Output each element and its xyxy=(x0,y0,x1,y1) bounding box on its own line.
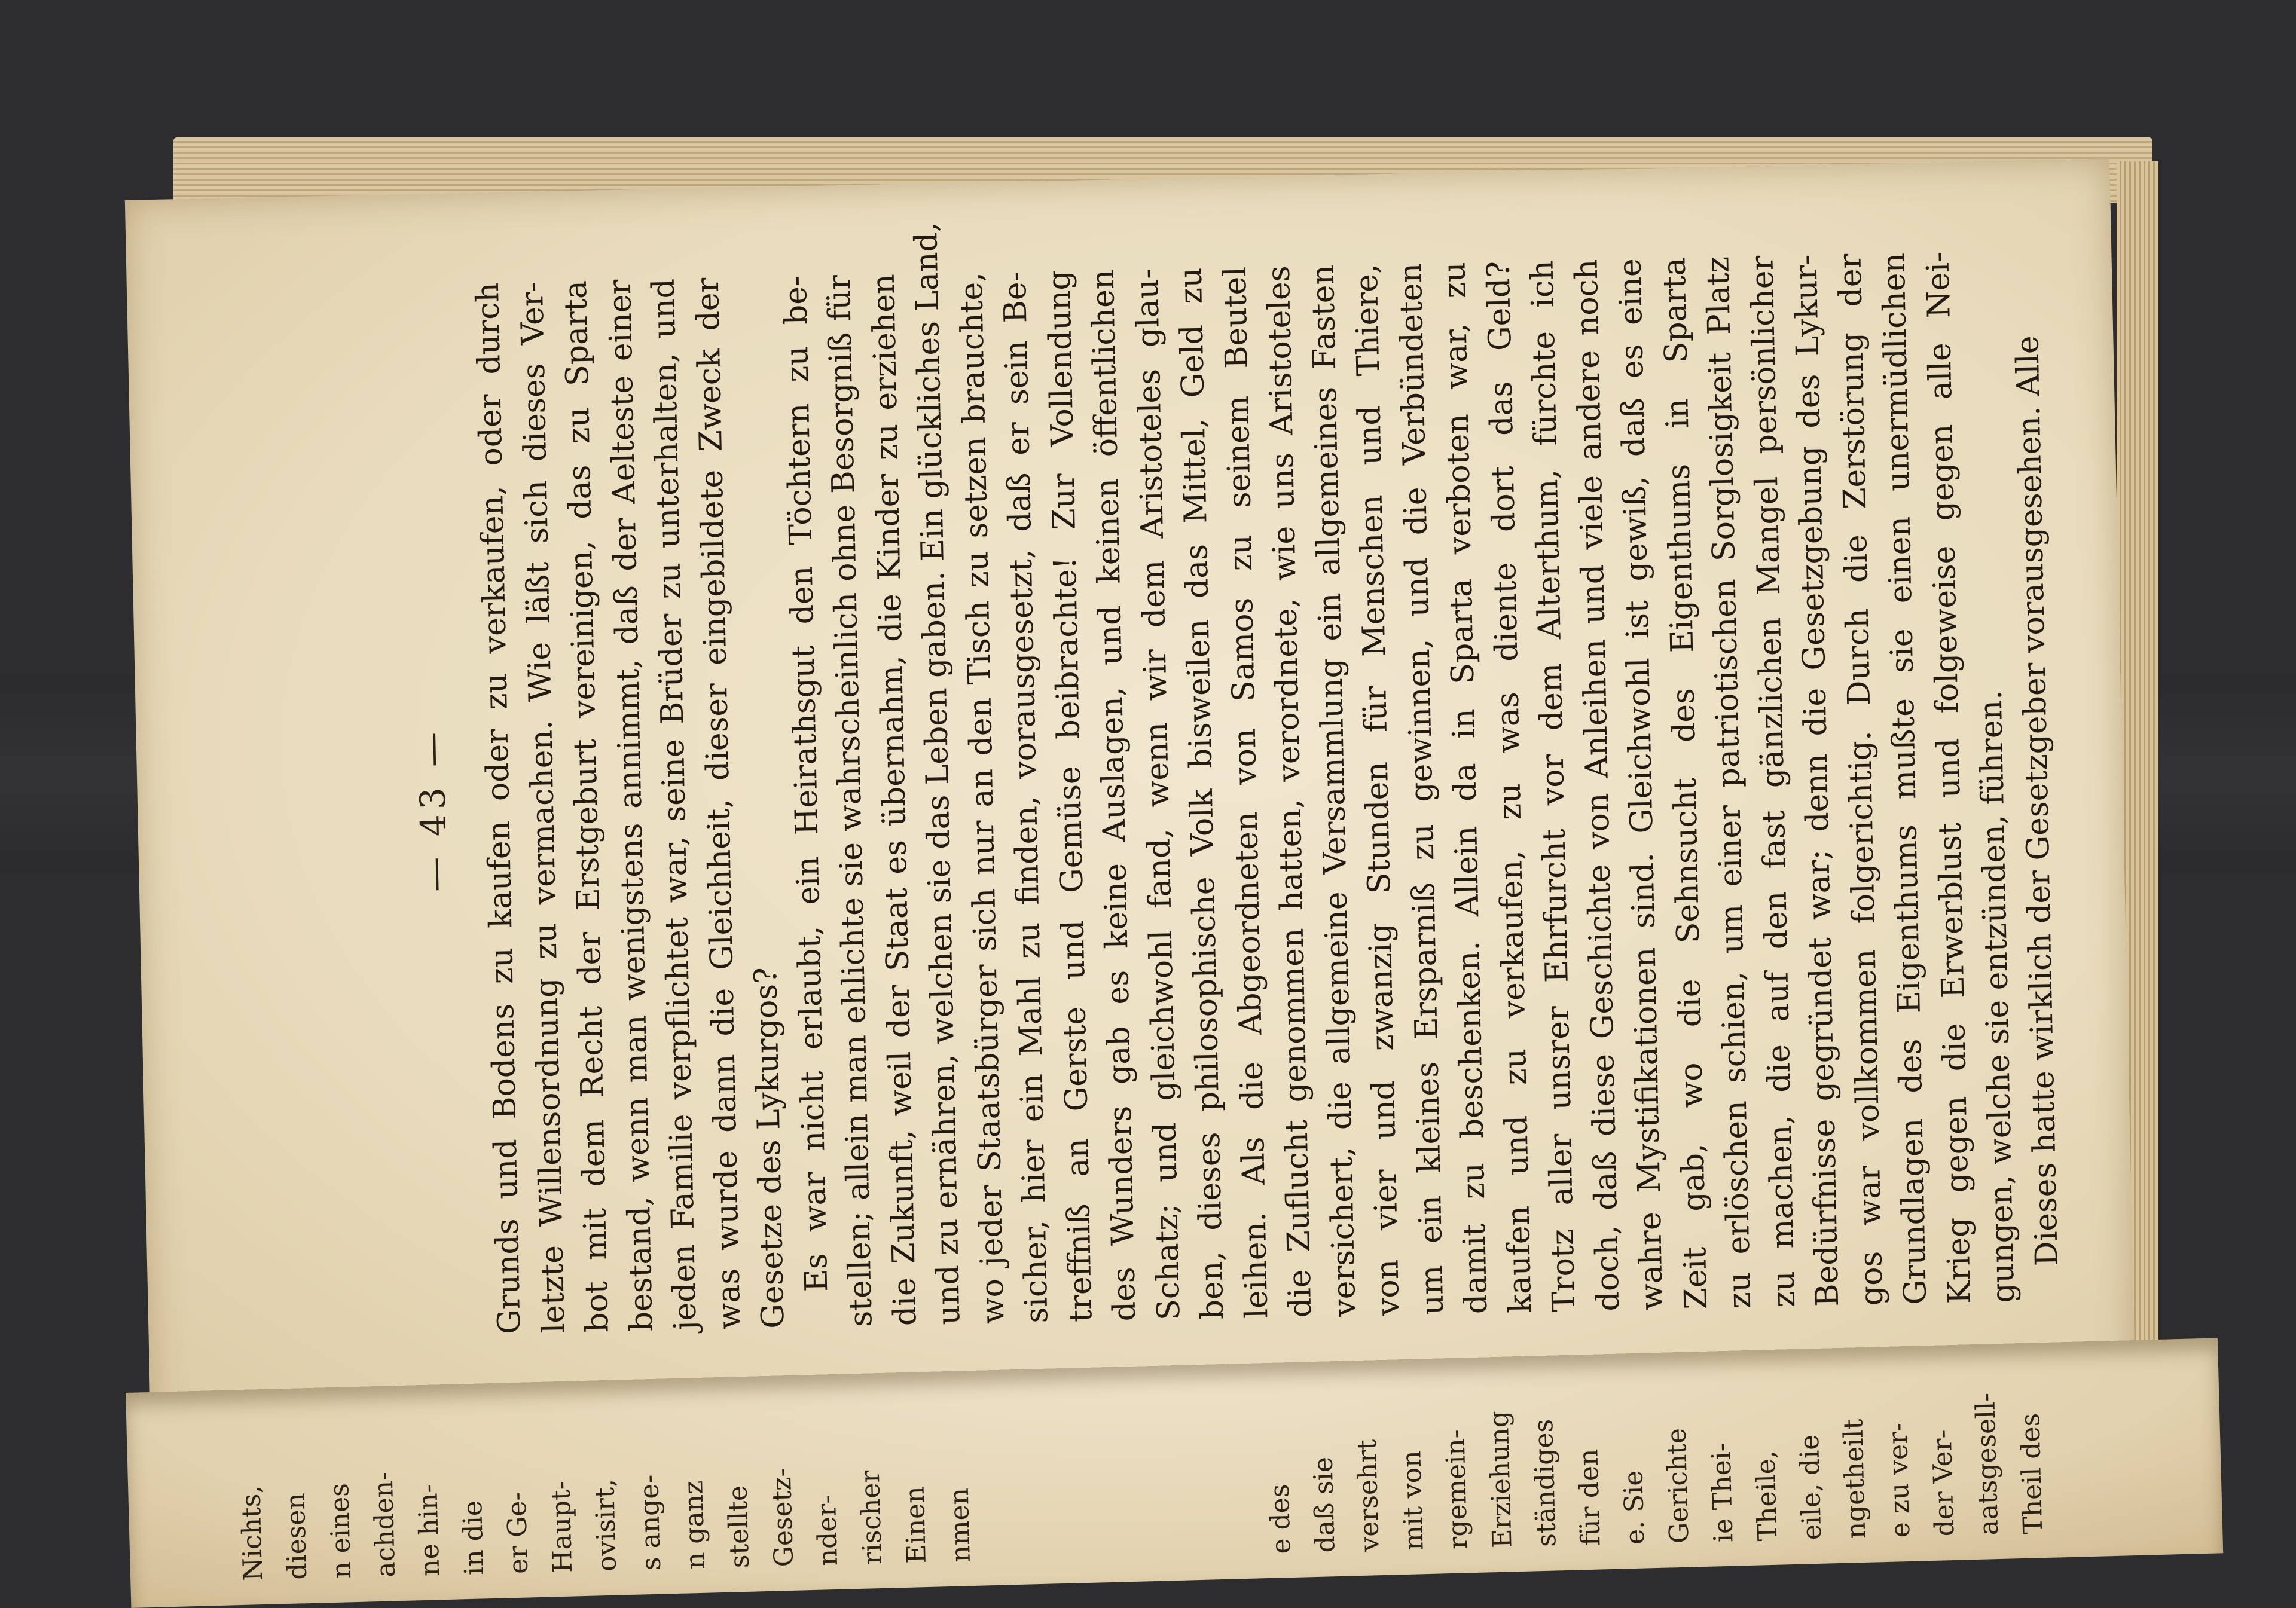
lower-page-line xyxy=(809,1398,844,1566)
text-line: doch, daß diese Geschichte von Anleihen und viele andere noch xyxy=(1568,259,1626,1312)
lower-page-line xyxy=(853,1397,888,1566)
lower-page-line-text: achden- xyxy=(368,1471,402,1578)
lower-page-line xyxy=(588,1404,623,1572)
lower-page-line xyxy=(676,1402,712,1570)
lower-page-line-text: n eines xyxy=(324,1482,358,1579)
lower-page-line xyxy=(1394,1383,1430,1551)
text-line: Schatz; und gleichwohl fand, wenn wir dem Aristoteles glau- xyxy=(1129,268,1187,1321)
lower-page-line xyxy=(765,1399,799,1567)
lower-page-line-text: rgemein- xyxy=(1440,1429,1474,1550)
lower-page-line-text: s ange- xyxy=(633,1474,667,1571)
lower-page-line-text: e. Sie xyxy=(1618,1470,1651,1545)
text-line: die Zukunft, weil der Staat es übernahm, die Kinder zu erziehen xyxy=(865,273,924,1326)
lower-page-line-text: er Ge- xyxy=(501,1491,535,1575)
text-line: Bedürfnisse gegründet war; denn die Gesetzgebung des Lykur- xyxy=(1788,254,1846,1307)
text-line: jeden Familie verpflichtet war, seine Brüder zu unterhalten, und xyxy=(645,278,704,1331)
text-line: Gesetze des Lykurgos? xyxy=(747,967,792,1329)
lower-page-line xyxy=(1704,1375,1739,1543)
lower-page-line-text: Gerichte xyxy=(1661,1427,1695,1544)
text-line: zu machen, die auf den fast gänzlichen Mangel persönlicher xyxy=(1744,255,1802,1308)
text-line: Es war nicht erlaubt, ein Heirathsgut den Töchtern zu be- xyxy=(777,275,835,1292)
lower-page-line xyxy=(499,1407,535,1575)
lower-page-line xyxy=(2014,1367,2049,1535)
lower-page-line-text: stellte xyxy=(722,1485,756,1569)
lower-page-line xyxy=(1616,1377,1651,1545)
lower-page-line-text: Erziehung xyxy=(1483,1410,1518,1549)
lower-page-line-text: e des xyxy=(1264,1484,1297,1555)
text-line: die Zuflucht genommen hatten, verordnete, wie uns Aristoteles xyxy=(1260,265,1319,1318)
page-text-block xyxy=(402,222,2065,1336)
text-line: bestand, wenn man wenigstens annimmt, daß der Aelteste einer xyxy=(602,279,660,1332)
lower-page-line-text: Theile, xyxy=(1750,1450,1784,1542)
text-line: Grunds und Bodens zu kaufen oder zu verkaufen, oder durch xyxy=(469,282,528,1335)
lower-page-line xyxy=(367,1410,402,1578)
lower-page-line xyxy=(942,1395,976,1563)
text-line: leihen. Als die Abgeordneten von Samos zu seinem Beutel xyxy=(1217,266,1275,1319)
text-line: Grundlagen des Eigenthums mußte sie einen unermüdlichen xyxy=(1876,252,1934,1306)
lower-page-line xyxy=(1748,1374,1784,1542)
text-line: bot mit dem Recht der Erstgeburt vereinigen, das zu Sparta xyxy=(557,280,616,1333)
text-line: gungen, welche sie entzünden, führen. xyxy=(1973,689,2022,1304)
book xyxy=(138,137,2158,1417)
lower-page-line xyxy=(1881,1370,1916,1539)
text-line: Zeit gab, wo die Sehnsucht des Eigenthums in Sparta xyxy=(1656,257,1714,1310)
lower-page-line-text: mit von xyxy=(1396,1450,1430,1551)
text-line: was wurde dann die Gleichheit, dieser eingebildete Zweck der xyxy=(689,277,748,1330)
lower-page-line xyxy=(1925,1369,1961,1537)
page-number: — 43 — xyxy=(411,727,456,892)
book-page xyxy=(125,158,2135,1431)
text-line: wo jeder Staatsbürger sich nur an den Tisch zu setzen brauchte, xyxy=(953,271,1011,1325)
lower-page-line-text: Nichts, xyxy=(236,1485,269,1582)
lower-page-line-text: Haupt- xyxy=(545,1480,579,1573)
text-line: zu erlöschen schien, um einer patriotischen Sorglosigkeit Platz xyxy=(1700,256,1758,1309)
lower-page-line-text: nmen xyxy=(944,1487,976,1563)
text-line: kaufen und zu verkaufen, zu was diente dort das Geld? xyxy=(1480,261,1538,1314)
lower-page-line-text: nder- xyxy=(811,1494,844,1566)
text-line: treffniß an Gerste und Gemüse beibrachte! Zur Vollendung xyxy=(1041,270,1099,1323)
lower-page-line-text: für den xyxy=(1573,1448,1607,1546)
lower-page-line xyxy=(1306,1385,1341,1554)
text-line: Krieg gegen die Erwerblust und folgeweise gegen alle Nei- xyxy=(1919,251,1978,1304)
text-line: Dieses hatte wirklich der Gesetzgeber vorausgesehen. Alle xyxy=(2009,335,2065,1267)
text-line: um ein kleines Ersparniß zu gewinnen, und die Verbündeten xyxy=(1392,262,1451,1316)
lower-page-line xyxy=(720,1401,756,1569)
text-line: versichert, die allgemeine Versammlung ein allgemeines Fasten xyxy=(1305,264,1363,1317)
lower-page-line-text: der Ver- xyxy=(1926,1429,1961,1537)
lower-page-line xyxy=(411,1408,446,1577)
lower-page-line xyxy=(1439,1381,1474,1550)
lower-page-line-text: Theil des xyxy=(2014,1413,2049,1535)
lower-page-line-text: ständiges xyxy=(1528,1419,1562,1548)
text-line: damit zu beschenken. Allein da in Sparta verboten war, zu xyxy=(1436,261,1495,1314)
text-line: stellen; allein man ehlichte sie wahrscheinlich ohne Besorgniß für xyxy=(821,274,880,1328)
page-lines xyxy=(466,222,2070,1335)
lower-page-line xyxy=(234,1413,269,1582)
lower-page-line xyxy=(1793,1372,1828,1540)
lower-page-line-text: eile, die xyxy=(1794,1434,1828,1540)
lower-page-line xyxy=(1350,1384,1385,1552)
lower-page-line-text: diesen xyxy=(280,1492,313,1581)
lower-page-line-text: ngetheilt xyxy=(1838,1419,1872,1539)
lower-page-line xyxy=(1571,1378,1607,1546)
lower-page-line xyxy=(1837,1371,1872,1539)
lower-page-line-text: ovisirt, xyxy=(590,1478,623,1572)
lower-page-line-text: versehrt xyxy=(1351,1439,1385,1552)
lower-page-line-text: aatsgesell- xyxy=(1970,1392,2005,1536)
text-line: letzte Willensordnung zu vermachen. Wie läßt sich dieses Ver- xyxy=(514,281,572,1334)
text-line: ben, dieses philosophische Volk bisweilen das Mittel, Geld zu xyxy=(1173,267,1231,1320)
lower-page-line xyxy=(1970,1368,2005,1536)
lower-page-line-text: rischer xyxy=(854,1470,888,1566)
text-line: wahre Mystifikationen sind. Gleichwohl ist gewiß, daß es eine xyxy=(1612,258,1671,1311)
lower-page-line xyxy=(632,1403,667,1571)
lower-page-line-text: ie Thei- xyxy=(1706,1442,1739,1543)
lower-page-line-text: e zu ver- xyxy=(1882,1422,1916,1539)
text-line: von vier und zwanzig Stunden für Menschen und Thiere, xyxy=(1348,263,1407,1316)
text-line: und zu ernähren, welchen sie das Leben gaben. Ein glückliches Land, xyxy=(908,222,967,1326)
lower-page-line xyxy=(897,1396,932,1564)
text-line: gos war vollkommen folgerichtig. Durch die Zerstörung der xyxy=(1831,253,1890,1306)
lower-page-line xyxy=(278,1412,313,1581)
lower-page-line-text: n ganz xyxy=(678,1480,712,1570)
lower-page-line xyxy=(1483,1381,1518,1549)
lower-page-line xyxy=(455,1408,490,1576)
lower-page-line xyxy=(322,1411,358,1579)
lower-page-line-text: daß sie xyxy=(1308,1456,1341,1554)
lower-page-line-text: Einen xyxy=(899,1485,932,1564)
lower-page-line-text: ne hin- xyxy=(413,1484,446,1577)
text-line: sicher, hier ein Mahl zu finden, vorausgesetzt, daß er sein Be- xyxy=(997,271,1055,1324)
lower-page-line xyxy=(544,1405,579,1573)
lower-page-line xyxy=(1660,1376,1695,1544)
text-line: des Wunders gab es keine Auslagen, und keinen öffentlichen xyxy=(1085,269,1143,1322)
lower-page-line xyxy=(1262,1386,1297,1555)
lower-page-line xyxy=(1527,1380,1562,1548)
lower-page-line-text: in die xyxy=(457,1500,490,1576)
text-line: Trotz aller unsrer Ehrfurcht vor dem Alterthum, fürchte ich xyxy=(1524,259,1583,1313)
lower-page-line-text: Gesetz- xyxy=(766,1468,799,1567)
